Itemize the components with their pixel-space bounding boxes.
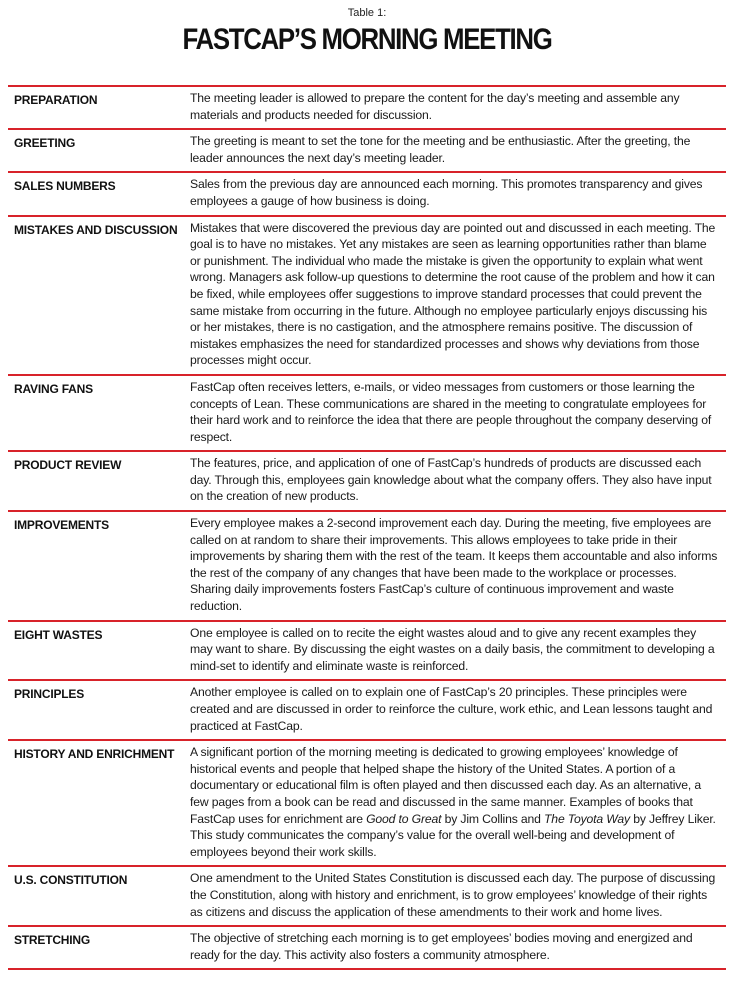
- row-label: SALES NUMBERS: [14, 179, 116, 194]
- row-label: PRODUCT REVIEW: [14, 458, 122, 473]
- row-label: RAVING FANS: [14, 381, 93, 396]
- row-label: PREPARATION: [14, 93, 98, 107]
- row-description: FastCap often receives letters, e-mails, or video messages from customers or those learning the concepts of Lean. These communications are shared in the meeting to congratulate employees for their hard work and to reinforce the idea that there are people throughout the company deserving of respect.: [190, 379, 712, 444]
- book-title: Good to Great: [366, 811, 442, 826]
- row-description: Another employee is called on to explain one of FastCap’s 20 principles. These principles were created and are discussed in order to reinforce the culture, work ethic, and Lean lessons taught and practiced at FastCap.: [190, 685, 713, 733]
- row-description: Every employee makes a 2-second improvement each day. During the meeting, five employees are called on at random to share their improvements. This allows employees to take pride in their improvements by sharing them with the rest of the team. It keeps them accountable and also informs the rest of the company of any changes that have been made to the workplace or processes. Sharing daily improvements fosters FastCap’s culture of continuous improvement and waste reduction.: [190, 516, 718, 614]
- table-row-us-constitution: [8, 867, 726, 927]
- row-description: The features, price, and application of one of FastCap’s hundreds of products are discussed each day. Through this, employees gain knowledge about what the company offers. They also have input on the creation of new products.: [190, 456, 712, 504]
- table-row-improvements: [8, 512, 726, 622]
- meeting-table: [8, 85, 726, 970]
- row-label: GREETING: [14, 136, 76, 151]
- description-text: by Jeffrey Liker. This study communicates the company’s value for the overall well-being and development of employees beyond their work skills.: [190, 811, 716, 859]
- table-caption: Table 1:: [347, 7, 387, 19]
- row-label: STRETCHING: [14, 933, 91, 948]
- row-description: Mistakes that were discovered the previous day are pointed out and discussed in each meeting. The goal is to have no mistakes. Yet any mistakes are seen as learning opportunities rather than blame or punishment. The individual who made the mistake is given the opportunity to explain what went wrong. Managers ask follow-up questions to determine the root cause of the problem and how it can be fixed, while employees offer suggestions to improve standard processes that could prevent the same mistake from occurring in the future. Although no employee particularly enjoys discussing his or her mistakes, there is no castigation, and the atmosphere remains positive. The discussion of mistakes emphasizes the need for standardized processes and shows why deviations from those processes might occur.: [190, 220, 716, 368]
- description-text: by Jim Collins and: [441, 811, 545, 826]
- row-description: One employee is called on to recite the eight wastes aloud and to give any recent examples they may want to share. By discussing the eight wastes on a daily basis, the commitment to developing a mind-set to identify and eliminate waste is reinforced.: [190, 625, 715, 673]
- book-title: The Toyota Way: [544, 811, 630, 826]
- row-label: PRINCIPLES: [14, 687, 85, 702]
- row-description: The greeting is meant to set the tone for the meeting and be enthusiastic. After the greeting, the leader announces the next day’s meeting leader.: [190, 134, 691, 165]
- row-description: The objective of stretching each morning is to get employees’ bodies moving and energized and ready for the day. This activity also fosters a community atmosphere.: [190, 931, 693, 962]
- table-row-sales-numbers: [8, 173, 726, 216]
- row-description: The meeting leader is allowed to prepare the content for the day’s meeting and assemble any materials and products needed for discussion.: [190, 91, 680, 122]
- row-description: [190, 744, 726, 860]
- table-row-mistakes-and-discussion: [8, 217, 726, 376]
- table-row-product-review: [8, 452, 726, 512]
- row-label: HISTORY AND ENRICHMENT: [14, 747, 175, 762]
- table-row-greeting: [8, 130, 726, 173]
- description-text: A significant portion of the morning meeting is dedicated to growing employees’ knowledge of historical events and people that helped shape the history of the United States. A portion of a documentary or educational film is often played and then discussed each day. As an alternative, a few pages from a book can be read and discussed in the same manner. Examples of books that FastCap uses for enrichment are: [190, 745, 701, 826]
- row-label: IMPROVEMENTS: [14, 518, 109, 533]
- row-label: MISTAKES AND DISCUSSION: [14, 222, 178, 237]
- table-row-history-and-enrichment: [8, 741, 726, 867]
- row-description: One amendment to the United States Constitution is discussed each day. The purpose of discussing the Constitution, along with history and enrichment, is to grow employees’ knowledge of their rights as citizens and discuss the application of these amendments to their work and home lives.: [190, 871, 716, 919]
- row-description: Sales from the previous day are announced each morning. This promotes transparency and gives employees a gauge of how business is doing.: [190, 177, 703, 208]
- table-row-preparation: [8, 87, 726, 130]
- table-row-raving-fans: [8, 376, 726, 452]
- table-row-stretching: [8, 927, 726, 970]
- row-label: EIGHT WASTES: [14, 627, 103, 642]
- row-label: U.S. CONSTITUTION: [14, 873, 128, 888]
- table-row-eight-wastes: [8, 622, 726, 682]
- table-title: FASTCAP’S MORNING MEETING: [182, 23, 552, 56]
- table-row-principles: [8, 681, 726, 741]
